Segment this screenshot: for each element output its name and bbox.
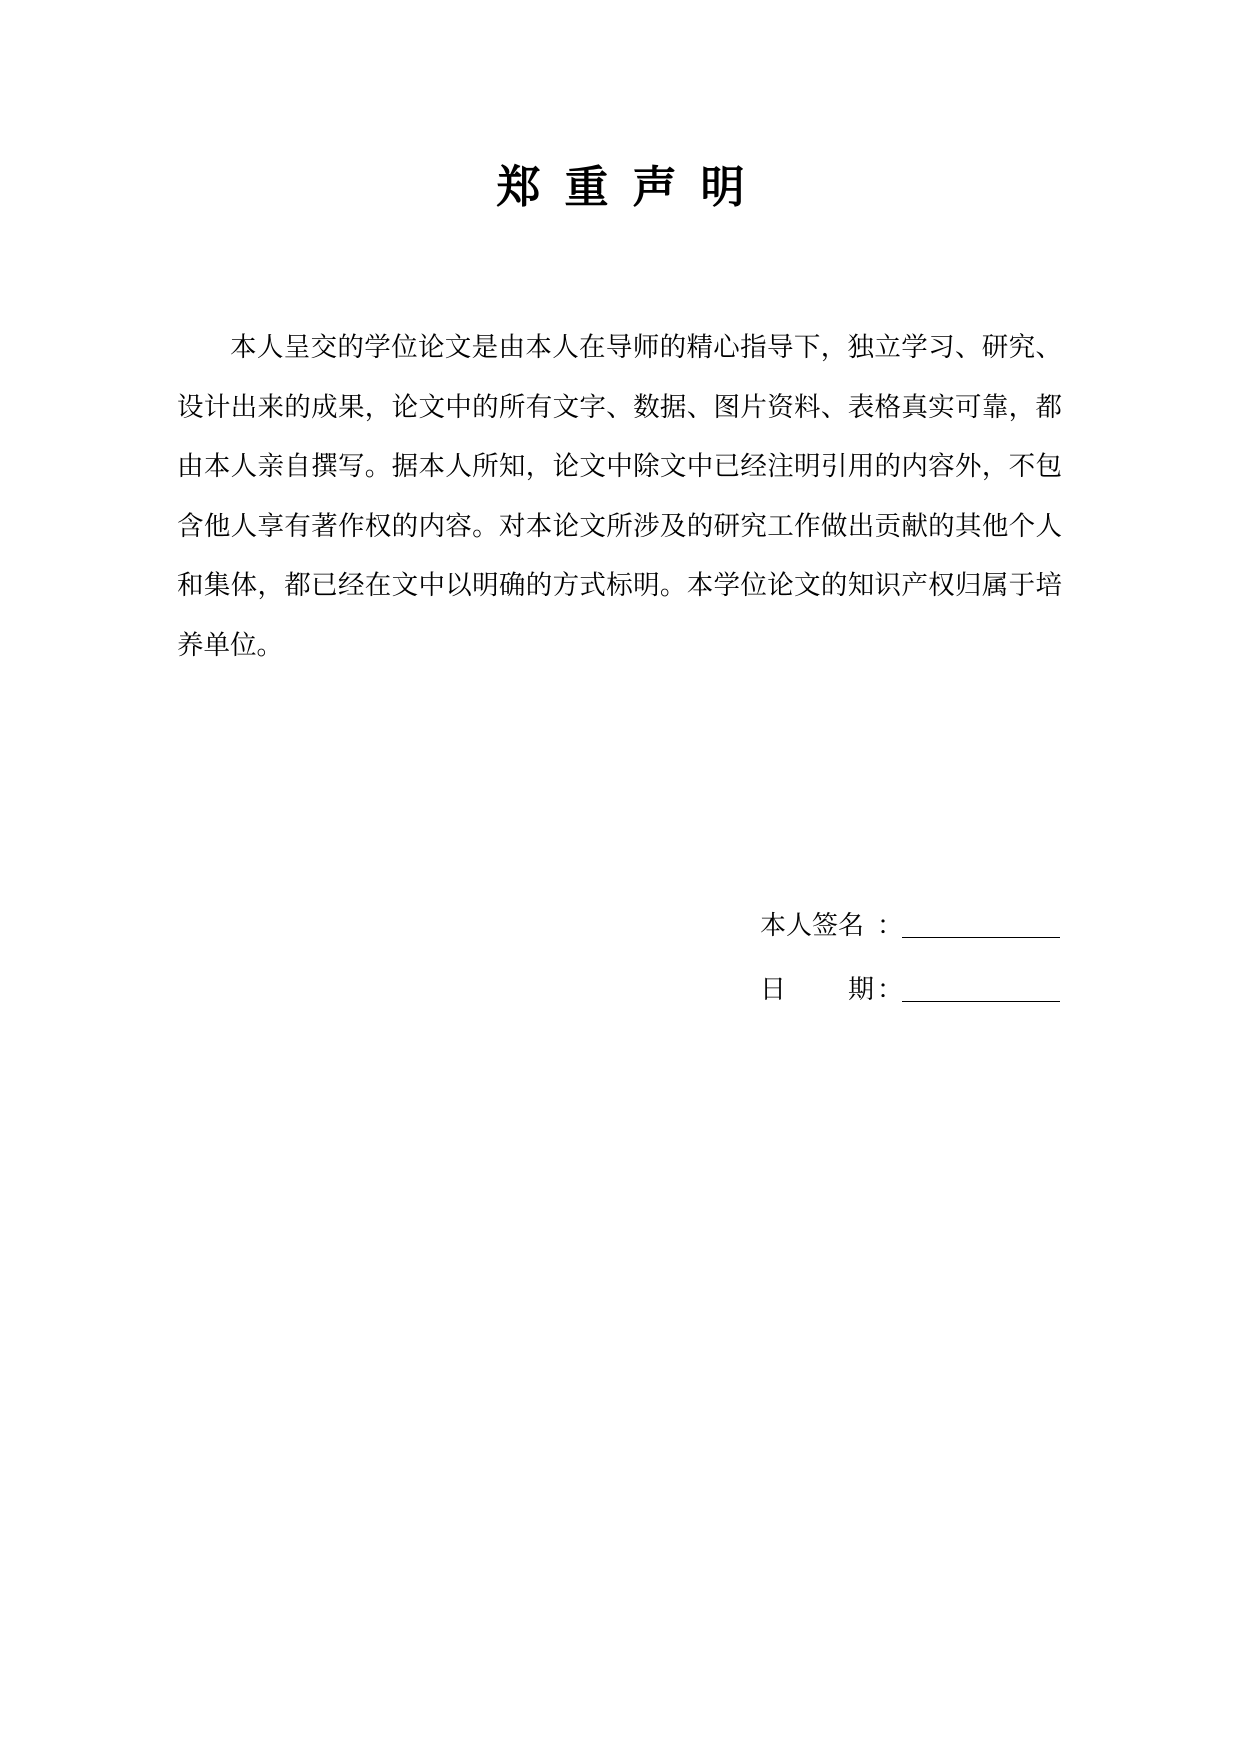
signature-name-label: 本人签名 xyxy=(760,911,865,941)
signature-name-row xyxy=(760,906,1062,946)
signature-name-blank-line xyxy=(902,937,1060,938)
signature-date-row xyxy=(760,970,1062,1010)
page-title xyxy=(0,158,1241,218)
declaration-paragraph: 本人呈交的学位论文是由本人在导师的精心指导下，独立学习、研究、设计出来的成果，论文中的所有文字、数据、图片资料、表格真实可靠，都由本人亲自撰写。据本人所知，论文中除文中已经注明引用的内容外，不包含他人享有著作权的内容。对本论文所涉及的研究工作做出贡献的其他个人和集体，都已经在文中以明确的方式标明。本学位论文的知识产权归属于培养单位。 xyxy=(177,332,1062,661)
signature-date-label-part1: 日 xyxy=(760,975,787,1005)
signature-date-colon: ： xyxy=(877,975,904,1005)
signature-date-blank-line xyxy=(902,1001,1060,1002)
signature-name-colon: ： xyxy=(877,911,904,941)
signature-date-label-part2: 期 xyxy=(848,975,875,1005)
page-title-text: 郑重声明 xyxy=(496,162,769,213)
